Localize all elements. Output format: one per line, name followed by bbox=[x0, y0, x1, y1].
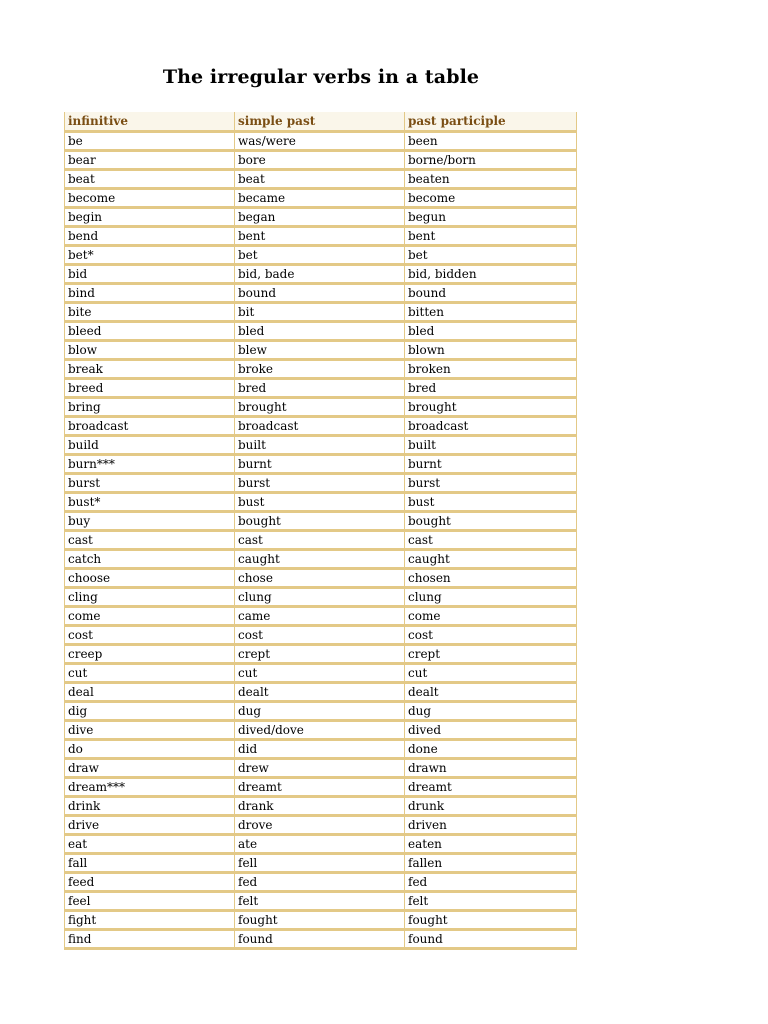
table-row bbox=[65, 835, 577, 854]
cell-simple-past: fed bbox=[235, 873, 405, 892]
cell-past-participle: become bbox=[405, 189, 577, 208]
cell-simple-past: bent bbox=[235, 227, 405, 246]
cell-past-participle: bound bbox=[405, 284, 577, 303]
cell-past-participle: bid, bidden bbox=[405, 265, 577, 284]
table-row bbox=[65, 322, 577, 341]
table-row bbox=[65, 664, 577, 683]
cell-infinitive: cut bbox=[65, 664, 235, 683]
table-row bbox=[65, 702, 577, 721]
table-row bbox=[65, 455, 577, 474]
cell-infinitive: bleed bbox=[65, 322, 235, 341]
cell-past-participle: dived bbox=[405, 721, 577, 740]
cell-simple-past: blew bbox=[235, 341, 405, 360]
cell-simple-past: cost bbox=[235, 626, 405, 645]
table-row bbox=[65, 873, 577, 892]
cell-simple-past: dealt bbox=[235, 683, 405, 702]
cell-past-participle: bet bbox=[405, 246, 577, 265]
cell-simple-past: began bbox=[235, 208, 405, 227]
cell-infinitive: deal bbox=[65, 683, 235, 702]
table-row bbox=[65, 607, 577, 626]
cell-infinitive: blow bbox=[65, 341, 235, 360]
cell-simple-past: drank bbox=[235, 797, 405, 816]
cell-past-participle: bred bbox=[405, 379, 577, 398]
cell-simple-past: bit bbox=[235, 303, 405, 322]
cell-past-participle: fought bbox=[405, 911, 577, 930]
table-row bbox=[65, 854, 577, 873]
cell-infinitive: eat bbox=[65, 835, 235, 854]
table-header-row bbox=[65, 112, 577, 132]
cell-simple-past: ate bbox=[235, 835, 405, 854]
cell-simple-past: felt bbox=[235, 892, 405, 911]
cell-past-participle: blown bbox=[405, 341, 577, 360]
table-row bbox=[65, 303, 577, 322]
table-row bbox=[65, 151, 577, 170]
cell-simple-past: became bbox=[235, 189, 405, 208]
cell-infinitive: buy bbox=[65, 512, 235, 531]
cell-infinitive: build bbox=[65, 436, 235, 455]
table-row bbox=[65, 911, 577, 930]
cell-infinitive: bust* bbox=[65, 493, 235, 512]
table-row bbox=[65, 645, 577, 664]
cell-infinitive: broadcast bbox=[65, 417, 235, 436]
table-row bbox=[65, 132, 577, 151]
table-row bbox=[65, 797, 577, 816]
cell-past-participle: cut bbox=[405, 664, 577, 683]
cell-simple-past: chose bbox=[235, 569, 405, 588]
cell-simple-past: fought bbox=[235, 911, 405, 930]
table-row bbox=[65, 474, 577, 493]
cell-past-participle: felt bbox=[405, 892, 577, 911]
cell-past-participle: dreamt bbox=[405, 778, 577, 797]
cell-simple-past: broke bbox=[235, 360, 405, 379]
cell-infinitive: be bbox=[65, 132, 235, 151]
cell-simple-past: drove bbox=[235, 816, 405, 835]
cell-simple-past: bet bbox=[235, 246, 405, 265]
cell-infinitive: burst bbox=[65, 474, 235, 493]
cell-infinitive: dive bbox=[65, 721, 235, 740]
table-row bbox=[65, 721, 577, 740]
cell-infinitive: beat bbox=[65, 170, 235, 189]
table-row bbox=[65, 740, 577, 759]
cell-infinitive: catch bbox=[65, 550, 235, 569]
cell-past-participle: bled bbox=[405, 322, 577, 341]
cell-simple-past: bought bbox=[235, 512, 405, 531]
table-row bbox=[65, 398, 577, 417]
cell-simple-past: bled bbox=[235, 322, 405, 341]
cell-infinitive: fall bbox=[65, 854, 235, 873]
cell-simple-past: beat bbox=[235, 170, 405, 189]
cell-infinitive: bring bbox=[65, 398, 235, 417]
table-row bbox=[65, 569, 577, 588]
irregular-verbs-table bbox=[64, 112, 577, 950]
cell-simple-past: cut bbox=[235, 664, 405, 683]
table-row bbox=[65, 626, 577, 645]
cell-infinitive: begin bbox=[65, 208, 235, 227]
cell-infinitive: break bbox=[65, 360, 235, 379]
cell-simple-past: bound bbox=[235, 284, 405, 303]
table-row bbox=[65, 284, 577, 303]
table-row bbox=[65, 683, 577, 702]
cell-past-participle: been bbox=[405, 132, 577, 151]
table-row bbox=[65, 531, 577, 550]
table-row bbox=[65, 265, 577, 284]
cell-simple-past: broadcast bbox=[235, 417, 405, 436]
cell-past-participle: eaten bbox=[405, 835, 577, 854]
cell-past-participle: found bbox=[405, 930, 577, 949]
cell-past-participle: chosen bbox=[405, 569, 577, 588]
cell-past-participle: bitten bbox=[405, 303, 577, 322]
table-row bbox=[65, 208, 577, 227]
column-header-simple-past: simple past bbox=[235, 112, 405, 132]
table-row bbox=[65, 550, 577, 569]
table-row bbox=[65, 227, 577, 246]
cell-simple-past: came bbox=[235, 607, 405, 626]
column-header-past-participle: past participle bbox=[405, 112, 577, 132]
table-row bbox=[65, 892, 577, 911]
cell-simple-past: bid, bade bbox=[235, 265, 405, 284]
cell-infinitive: fight bbox=[65, 911, 235, 930]
cell-simple-past: bred bbox=[235, 379, 405, 398]
cell-past-participle: broken bbox=[405, 360, 577, 379]
cell-simple-past: found bbox=[235, 930, 405, 949]
cell-past-participle: burst bbox=[405, 474, 577, 493]
cell-simple-past: bore bbox=[235, 151, 405, 170]
cell-infinitive: burn*** bbox=[65, 455, 235, 474]
cell-past-participle: come bbox=[405, 607, 577, 626]
cell-past-participle: crept bbox=[405, 645, 577, 664]
table-row bbox=[65, 417, 577, 436]
cell-infinitive: draw bbox=[65, 759, 235, 778]
cell-past-participle: done bbox=[405, 740, 577, 759]
cell-past-participle: brought bbox=[405, 398, 577, 417]
cell-simple-past: caught bbox=[235, 550, 405, 569]
cell-simple-past: clung bbox=[235, 588, 405, 607]
table-row bbox=[65, 588, 577, 607]
table-row bbox=[65, 246, 577, 265]
cell-past-participle: bought bbox=[405, 512, 577, 531]
table-row bbox=[65, 341, 577, 360]
table-row bbox=[65, 189, 577, 208]
cell-past-participle: bust bbox=[405, 493, 577, 512]
cell-past-participle: clung bbox=[405, 588, 577, 607]
cell-past-participle: cost bbox=[405, 626, 577, 645]
cell-infinitive: feed bbox=[65, 873, 235, 892]
cell-infinitive: dig bbox=[65, 702, 235, 721]
cell-simple-past: did bbox=[235, 740, 405, 759]
cell-infinitive: choose bbox=[65, 569, 235, 588]
cell-infinitive: breed bbox=[65, 379, 235, 398]
cell-infinitive: find bbox=[65, 930, 235, 949]
cell-simple-past: built bbox=[235, 436, 405, 455]
table-row bbox=[65, 778, 577, 797]
cell-simple-past: burst bbox=[235, 474, 405, 493]
cell-past-participle: drawn bbox=[405, 759, 577, 778]
cell-past-participle: built bbox=[405, 436, 577, 455]
cell-infinitive: do bbox=[65, 740, 235, 759]
cell-past-participle: broadcast bbox=[405, 417, 577, 436]
cell-infinitive: bend bbox=[65, 227, 235, 246]
cell-past-participle: dug bbox=[405, 702, 577, 721]
table-row bbox=[65, 493, 577, 512]
table-row bbox=[65, 360, 577, 379]
table-body bbox=[65, 132, 577, 949]
cell-past-participle: drunk bbox=[405, 797, 577, 816]
cell-simple-past: dreamt bbox=[235, 778, 405, 797]
cell-infinitive: drive bbox=[65, 816, 235, 835]
cell-simple-past: burnt bbox=[235, 455, 405, 474]
table-row bbox=[65, 759, 577, 778]
cell-infinitive: bite bbox=[65, 303, 235, 322]
cell-infinitive: cling bbox=[65, 588, 235, 607]
table-row bbox=[65, 512, 577, 531]
cell-simple-past: dug bbox=[235, 702, 405, 721]
cell-simple-past: was/were bbox=[235, 132, 405, 151]
cell-infinitive: creep bbox=[65, 645, 235, 664]
cell-infinitive: become bbox=[65, 189, 235, 208]
cell-past-participle: fed bbox=[405, 873, 577, 892]
cell-infinitive: bind bbox=[65, 284, 235, 303]
cell-past-participle: beaten bbox=[405, 170, 577, 189]
cell-past-participle: dealt bbox=[405, 683, 577, 702]
cell-past-participle: driven bbox=[405, 816, 577, 835]
cell-infinitive: come bbox=[65, 607, 235, 626]
table-row bbox=[65, 930, 577, 949]
page-title: The irregular verbs in a table bbox=[162, 66, 480, 88]
cell-past-participle: bent bbox=[405, 227, 577, 246]
cell-past-participle: caught bbox=[405, 550, 577, 569]
cell-infinitive: cost bbox=[65, 626, 235, 645]
cell-infinitive: drink bbox=[65, 797, 235, 816]
cell-simple-past: cast bbox=[235, 531, 405, 550]
cell-simple-past: drew bbox=[235, 759, 405, 778]
cell-infinitive: dream*** bbox=[65, 778, 235, 797]
cell-simple-past: crept bbox=[235, 645, 405, 664]
table-row bbox=[65, 436, 577, 455]
cell-infinitive: bid bbox=[65, 265, 235, 284]
cell-infinitive: feel bbox=[65, 892, 235, 911]
cell-simple-past: dived/dove bbox=[235, 721, 405, 740]
cell-infinitive: cast bbox=[65, 531, 235, 550]
cell-past-participle: fallen bbox=[405, 854, 577, 873]
table-row bbox=[65, 379, 577, 398]
table-row bbox=[65, 816, 577, 835]
cell-simple-past: fell bbox=[235, 854, 405, 873]
cell-infinitive: bet* bbox=[65, 246, 235, 265]
cell-simple-past: brought bbox=[235, 398, 405, 417]
cell-past-participle: burnt bbox=[405, 455, 577, 474]
column-header-infinitive: infinitive bbox=[65, 112, 235, 132]
table-row bbox=[65, 170, 577, 189]
cell-simple-past: bust bbox=[235, 493, 405, 512]
cell-infinitive: bear bbox=[65, 151, 235, 170]
cell-past-participle: cast bbox=[405, 531, 577, 550]
cell-past-participle: begun bbox=[405, 208, 577, 227]
cell-past-participle: borne/born bbox=[405, 151, 577, 170]
